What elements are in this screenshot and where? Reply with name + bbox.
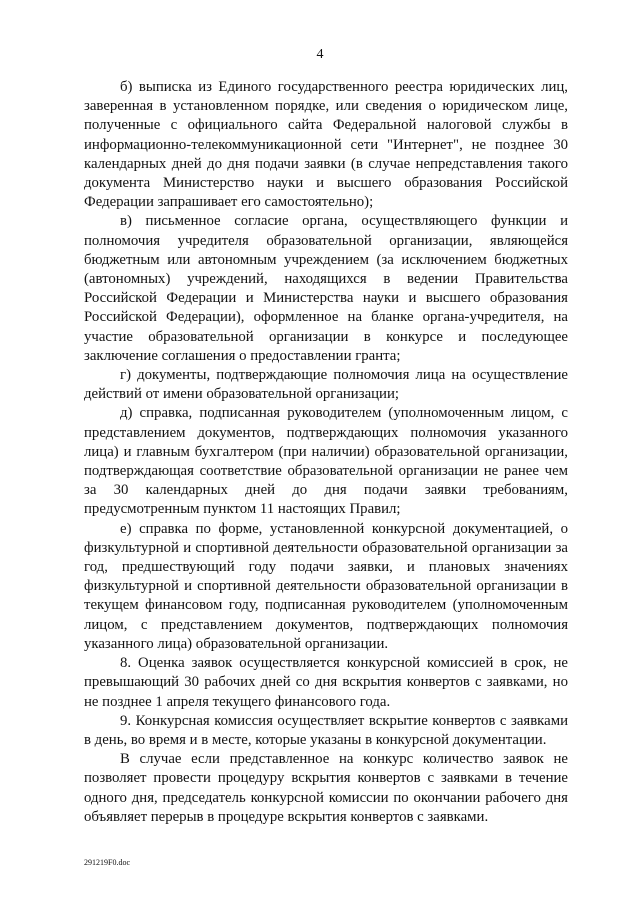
paragraph-9-envelope-opening: 9. Конкурсная комиссия осуществляет вскрытие конвертов с заявками в день, во время и в месте, которые указаны в конкурсной документации. — [84, 712, 568, 748]
paragraph-8-evaluation-term: 8. Оценка заявок осуществляется конкурсной комиссией в срок, не превышающий 30 рабочих дней со дня вскрытия конвертов с заявками, но не позднее 1 апреля текущего финансового года. — [84, 655, 568, 710]
paragraph-e-sports-activity-certificate: е) справка по форме, установленной конкурсной документацией, о физкультурной и спортивной деятельности образовательной организации за год, предшествующий году подачи заявки, и плановых значениях физкультурной и спортивной деятельности образовательной организации в текущем финансовом году, подписанная руководителем (уполномоченным лицом, с представлением документов, подтверждающих полномочия указанного лица) образовательной организации. — [84, 520, 568, 652]
paragraph-b-egrul-extract: б) выписка из Единого государственного реестра юридических лиц, заверенная в установленном порядке, или сведения о юридическом лице, полученные с официального сайта Федеральной налоговой службы в информационно-телекоммуникационной сети "Интернет", не позднее 30 календарных дней до дня подачи заявки (в случае непредставления такого документа Министерство науки и высшего образования Российской Федерации запрашивает его самостоятельно); — [84, 79, 568, 211]
paragraph-d-compliance-certificate: д) справка, подписанная руководителем (уполномоченным лицом, с представлением документов, подтверждающих полномочия указанного лица) и главным бухгалтером (при наличии) образовательной организации, подтверждающая соответствие образовательной организации не ранее чем за 30 календарных дней до дня подачи заявки требованиям, предусмотренным пунктом 11 настоящих Правил; — [84, 405, 568, 518]
paragraph-v-founder-consent: в) письменное согласие органа, осуществляющего функции и полномочия учредителя образовательной организации, являющейся бюджетным или автономным учреждением (за исключением бюджетных (автономных) учреждений, находящихся в ведении Правительства Российской Федерации и Министерства науки и высшего образования Российской Федерации), оформленное на бланке органа-учредителя, на участие образовательной организации в конкурсе и последующее заключение соглашения о предоставлении гранта; — [84, 213, 568, 364]
page-number: 4 — [316, 47, 324, 62]
paragraph-g-authority-documents: г) документы, подтверждающие полномочия лица на осуществление действий от имени образовательной организации; — [84, 367, 568, 403]
file-name-footer: 291219F0.doc — [84, 858, 130, 867]
document-body — [84, 78, 568, 827]
paragraph-opening-break: В случае если представленное на конкурс количество заявок не позволяет провести процедуру вскрытия конвертов с заявками в течение одного дня, председатель конкурсной комиссии по окончании рабочего дня объявляет перерыв в процедуре вскрытия конвертов с заявками. — [84, 751, 568, 825]
